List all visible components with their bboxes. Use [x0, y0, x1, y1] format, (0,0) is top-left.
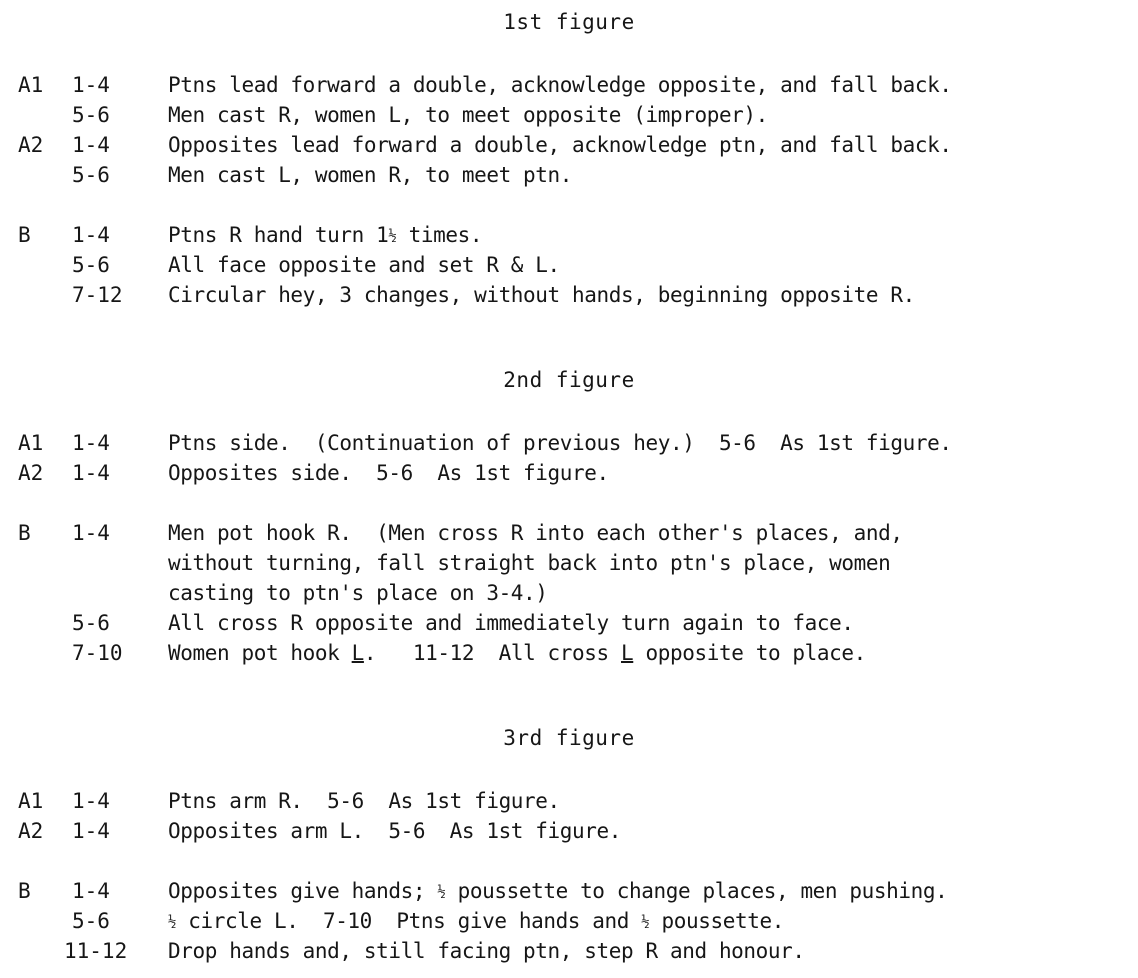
part-label: B [18, 879, 31, 903]
instruction-text [168, 906, 784, 937]
fraction: ½ [641, 914, 650, 930]
text-segment: Ptns R hand turn 1 [168, 223, 389, 247]
text-segment: Women pot hook [168, 641, 352, 665]
text-segment: Opposites give hands; [168, 879, 438, 903]
bar-range: 1-4 [72, 133, 110, 157]
instruction-text: Ptns arm R. 5-6 As 1st figure. [168, 789, 560, 813]
instruction-text: Opposites arm L. 5-6 As 1st figure. [168, 819, 621, 843]
bar-range: 7-10 [72, 641, 123, 665]
part-label: B [18, 223, 31, 247]
instruction-text: casting to ptn's place on 3-4.) [168, 581, 548, 605]
underlined-hand: L [621, 641, 634, 665]
instruction-text: Men cast L, women R, to meet ptn. [168, 163, 573, 187]
bar-range: 5-6 [72, 163, 110, 187]
instruction-text: Men cast R, women L, to meet opposite (improper). [168, 103, 768, 127]
bar-range: 1-4 [72, 879, 110, 903]
instruction-text: Ptns lead forward a double, acknowledge opposite, and fall back. [168, 73, 952, 97]
bar-range: 1-4 [72, 461, 110, 485]
part-label: A1 [18, 431, 44, 455]
part-label: A1 [18, 789, 44, 813]
part-label: A2 [18, 461, 44, 485]
figure-3-heading: 3rd figure [503, 726, 635, 750]
instruction-text: Drop hands and, still facing ptn, step R and honour. [168, 939, 805, 963]
part-label: A2 [18, 133, 44, 157]
fraction: ½ [437, 884, 446, 900]
bar-range: 1-4 [72, 789, 110, 813]
instruction-text [168, 638, 866, 668]
bar-range: 1-4 [72, 819, 110, 843]
instruction-text: All cross R opposite and immediately turn again to face. [168, 611, 854, 635]
instruction-text [168, 876, 947, 907]
bar-range: 5-6 [72, 253, 110, 277]
instruction-text [168, 220, 482, 251]
instruction-text: Opposites side. 5-6 As 1st figure. [168, 461, 609, 485]
bar-range: 1-4 [72, 73, 110, 97]
bar-range: 11-12 [64, 939, 128, 963]
fraction: ½ [168, 914, 177, 930]
text-segment: . 11-12 All cross [363, 641, 622, 665]
bar-range: 7-12 [72, 283, 123, 307]
part-label: B [18, 521, 31, 545]
bar-range: 5-6 [72, 909, 110, 933]
bar-range: 5-6 [72, 611, 110, 635]
part-label: A2 [18, 819, 44, 843]
bar-range: 1-4 [72, 223, 110, 247]
text-segment: times. [396, 223, 483, 247]
text-segment: poussette. [649, 909, 784, 933]
instruction-text: All face opposite and set R & L. [168, 253, 560, 277]
bar-range: 1-4 [72, 431, 110, 455]
text-segment: poussette to change places, men pushing. [445, 879, 948, 903]
instruction-text: Ptns side. (Continuation of previous hey.) 5-6 As 1st figure. [168, 431, 952, 455]
instruction-text: Opposites lead forward a double, acknowledge ptn, and fall back. [168, 133, 952, 157]
figure-2-heading: 2nd figure [503, 368, 635, 392]
fraction: ½ [388, 228, 397, 244]
figure-1-heading: 1st figure [503, 10, 635, 34]
underlined-hand: L [351, 641, 364, 665]
bar-range: 5-6 [72, 103, 110, 127]
text-segment: opposite to place. [633, 641, 866, 665]
bar-range: 1-4 [72, 521, 110, 545]
instruction-text: Circular hey, 3 changes, without hands, beginning opposite R. [168, 283, 915, 307]
text-segment: circle L. 7-10 Ptns give hands and [176, 909, 642, 933]
instruction-text: without turning, fall straight back into ptn's place, women [168, 551, 891, 575]
instruction-text: Men pot hook R. (Men cross R into each other's places, and, [168, 521, 903, 545]
part-label: A1 [18, 73, 44, 97]
